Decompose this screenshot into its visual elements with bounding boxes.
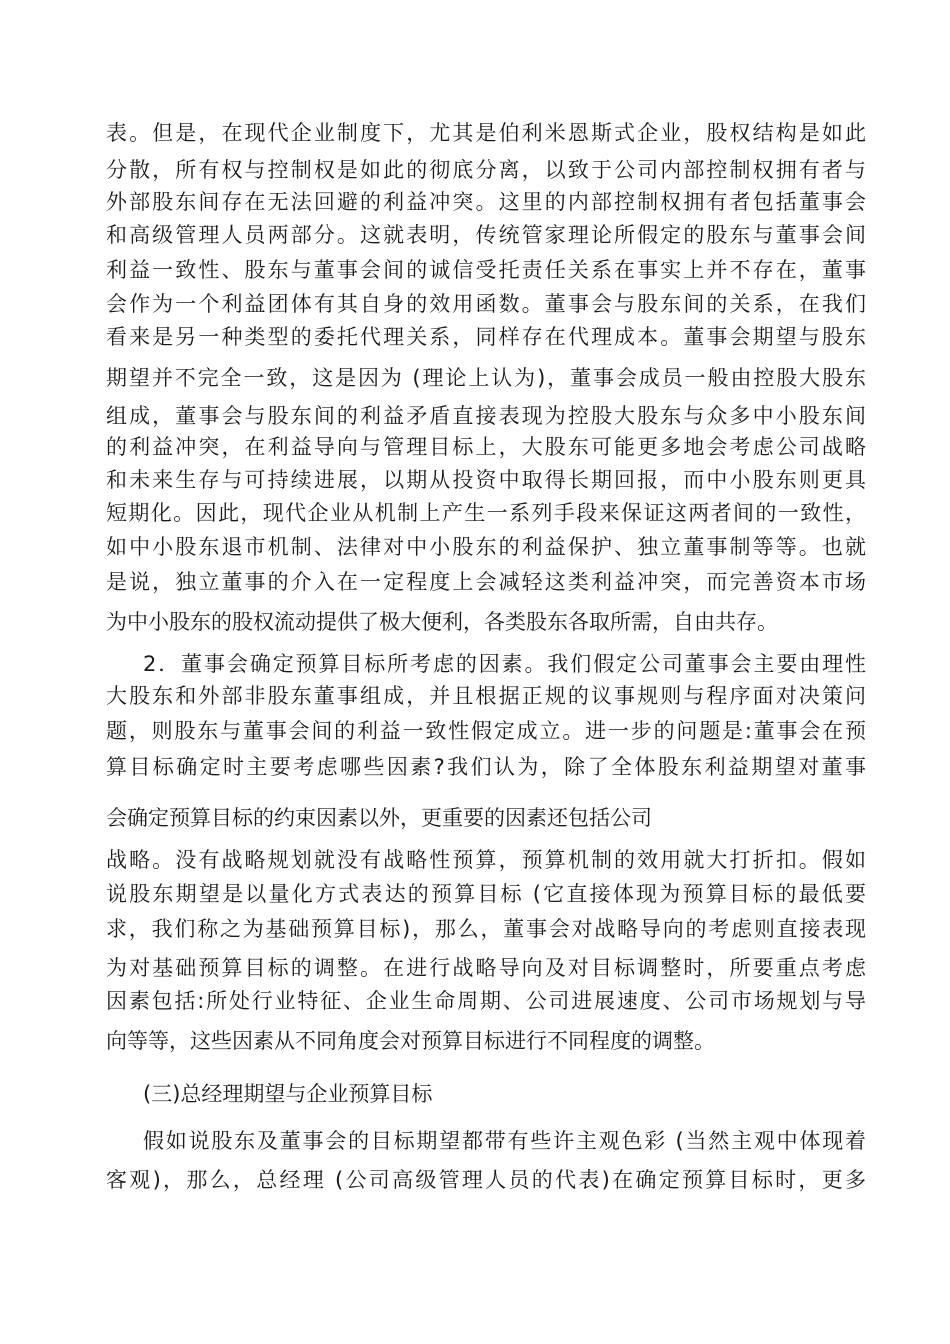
text-line: 利益一致性、股东与董事会间的诚信受托责任关系在事实上并不存在，董事 bbox=[106, 258, 866, 282]
text-line: 题，则股东与董事会间的利益一致性假定成立。进一步的问题是:董事会在预 bbox=[106, 719, 866, 743]
text-line: 大股东和外部非股东董事组成，并且根据正规的议事规则与程序面对决策问 bbox=[106, 684, 866, 708]
text-line: 和未来生存与可持续进展，以期从投资中取得长期回报，而中小股东则更具 bbox=[106, 468, 866, 492]
text-line: 期望并不完全一致，这是因为 (理论上认为)，董事会成员一般由控股大股东 bbox=[106, 366, 866, 390]
text-line: 的利益冲突，在利益导向与管理目标上，大股东可能更多地会考虑公司战略 bbox=[106, 435, 866, 459]
text-line: 分散，所有权与控制权是如此的彻底分离，以致于公司内部控制权拥有者与 bbox=[106, 158, 866, 182]
text-line-indented: 2．董事会确定预算目标所考虑的因素。我们假定公司董事会主要由理性 bbox=[143, 652, 866, 676]
text-line: 表。但是，在现代企业制度下，尤其是伯利米恩斯式企业，股权结构是如此 bbox=[106, 121, 866, 145]
text-line: 会确定预算目标的约束因素以外，更重要的因素还包括公司 bbox=[106, 806, 652, 830]
text-line: 算目标确定时主要考虑哪些因素?我们认为，除了全体股东利益期望对董事 bbox=[106, 755, 866, 779]
text-line: 组成，董事会与股东间的利益矛盾直接表现为控股大股东与众多中小股东间 bbox=[106, 404, 866, 428]
text-line: 会作为一个利益团体有其自身的效用函数。董事会与股东间的关系，在我们 bbox=[106, 292, 866, 316]
text-line: 因素包括:所处行业特征、企业生命周期、公司进展速度、公司市场规划与导 bbox=[106, 989, 866, 1013]
section-heading: (三)总经理期望与企业预算目标 bbox=[143, 1082, 433, 1106]
text-line: 如中小股东退市机制、法律对中小股东的利益保护、独立董事制等等。也就 bbox=[106, 535, 866, 559]
text-line: 客观)，那么，总经理 (公司高级管理人员的代表)在确定预算目标时，更多 bbox=[106, 1168, 866, 1192]
text-line: 求，我们称之为基础预算目标)，那么，董事会对战略导向的考虑则直接表现 bbox=[106, 917, 866, 941]
text-line: 为中小股东的股权流动提供了极大便利，各类股东各取所需，自由共存。 bbox=[106, 610, 778, 634]
text-line: 短期化。因此，现代企业从机制上产生一系列手段来保证这两者间的一致性， bbox=[106, 501, 866, 525]
text-line: 是说，独立董事的介入在一定程度上会减轻这类利益冲突，而完善资本市场 bbox=[106, 570, 866, 594]
text-line: 战略。没有战略规划就没有战略性预算，预算机制的效用就大打折扣。假如 bbox=[106, 848, 866, 872]
text-line: 和高级管理人员两部分。这就表明，传统管家理论所假定的股东与董事会间 bbox=[106, 223, 866, 247]
text-line: 为对基础预算目标的调整。在进行战略导向及对目标调整时，所要重点考虑 bbox=[106, 956, 866, 980]
text-line: 看来是另一种类型的委托代理关系，同样存在代理成本。董事会期望与股东 bbox=[106, 325, 866, 349]
text-line-indented: 假如说股东及董事会的目标期望都带有些许主观色彩 (当然主观中体现着 bbox=[143, 1129, 866, 1153]
text-line: 说股东期望是以量化方式表达的预算目标 (它直接体现为预算目标的最低要 bbox=[106, 882, 866, 906]
text-line: 外部股东间存在无法回避的利益冲突。这里的内部控制权拥有者包括董事会 bbox=[106, 190, 866, 214]
text-line: 向等等，这些因素从不同角度会对预算目标进行不同程度的调整。 bbox=[106, 1029, 715, 1053]
